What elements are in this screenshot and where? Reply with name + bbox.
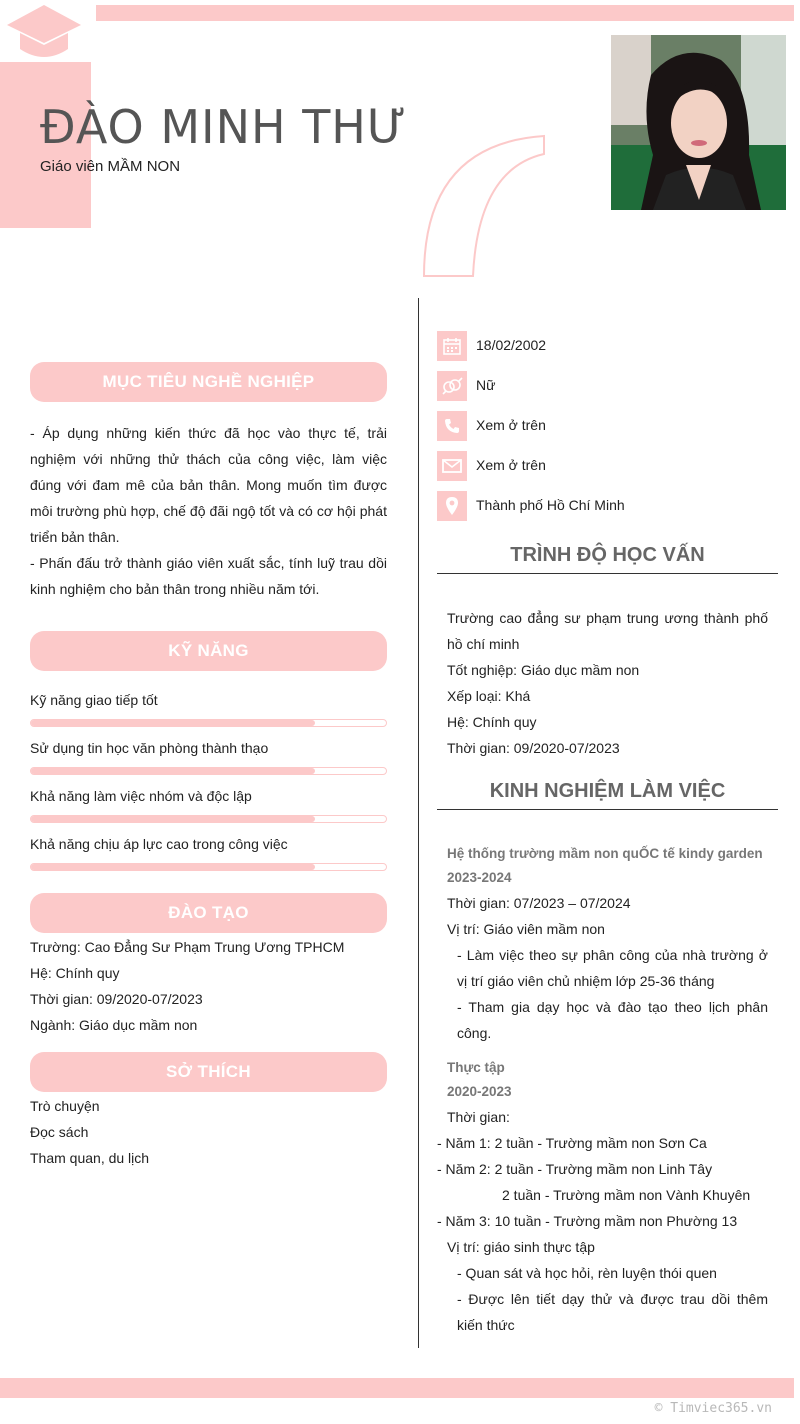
skill-label: Sử dụng tin học văn phòng thành thạo — [30, 740, 269, 756]
training-line: Hệ: Chính quy — [30, 965, 120, 981]
skill-item — [30, 835, 387, 853]
education-heading: TRÌNH ĐỘ HỌC VẤN — [437, 540, 778, 574]
job-title: Giáo viên MẦM NON — [40, 158, 181, 175]
job-time: Thời gian: — [447, 1109, 510, 1125]
watermark: © Timviec365.vn — [654, 1401, 772, 1416]
skills-heading: KỸ NĂNG — [30, 631, 387, 671]
education-details — [447, 605, 768, 761]
job-duty: - Quan sát và học hỏi, rèn luyện thói quen — [457, 1265, 717, 1281]
education-line: Thời gian: 09/2020-07/2023 — [447, 740, 620, 756]
bottom-accent-bar — [0, 1378, 794, 1398]
email-value: Xem ở trên — [476, 457, 546, 473]
envelope-icon — [437, 451, 467, 481]
education-line: Hệ: Chính quy — [447, 714, 537, 730]
skill-item — [30, 787, 387, 805]
education-line: Tốt nghiệp: Giáo dục mầm non — [447, 662, 640, 678]
hobbies-list — [30, 1093, 387, 1171]
gender-icon — [437, 371, 467, 401]
skill-fill — [31, 768, 315, 774]
internship-year-1: - Năm 1: 2 tuần - Trường mầm non Sơn Ca — [437, 1135, 707, 1151]
experience-heading: KINH NGHIỆM LÀM VIỆC — [437, 776, 778, 810]
skill-bar — [30, 815, 387, 823]
skill-bar — [30, 719, 387, 727]
internship-year-2-second: 2 tuần - Trường mầm non Vành Khuyên — [502, 1187, 751, 1203]
hobby-item: Đọc sách — [30, 1124, 89, 1140]
skill-fill — [31, 864, 315, 870]
job-company: Thực tập — [447, 1060, 505, 1075]
skill-label: Khả năng làm việc nhóm và độc lập — [30, 788, 252, 804]
contact-birthday — [437, 331, 777, 361]
contact-gender — [437, 371, 777, 401]
skill-item — [30, 739, 387, 757]
experience-job-1 — [447, 842, 768, 1046]
location-pin-icon — [437, 491, 467, 521]
hobby-item: Tham quan, du lịch — [30, 1150, 150, 1166]
job-company: Hệ thống trường mầm non quỐC tế kindy garden — [447, 846, 763, 861]
objective-paragraph: - Phấn đấu trở thành giáo viên xuất sắc, tính luỹ trau dồi kinh nghiệm cho bản thân trong nhiều năm tới. — [30, 555, 387, 597]
training-heading: ĐÀO TẠO — [30, 893, 387, 933]
job-duty: - Được lên tiết dạy thử và được trau dồi thêm kiến thức — [457, 1291, 768, 1333]
experience-job-2 — [437, 1056, 768, 1338]
skill-fill — [31, 816, 315, 822]
internship-year-2: - Năm 2: 2 tuần - Trường mầm non Linh Tây — [437, 1161, 713, 1177]
education-school: Trường cao đẳng sư phạm trung ương thành phố hồ chí minh — [447, 610, 768, 652]
hobbies-heading: SỞ THÍCH — [30, 1052, 387, 1092]
skill-label: Khả năng chịu áp lực cao trong công việc — [30, 836, 288, 852]
objective-heading: MỤC TIÊU NGHỀ NGHIỆP — [30, 362, 387, 402]
job-position: Vị trí: Giáo viên mầm non — [447, 921, 605, 937]
skill-bar — [30, 767, 387, 775]
contact-phone — [437, 411, 777, 441]
skill-item — [30, 691, 387, 709]
candidate-name: ĐÀO MINH THƯ — [40, 100, 408, 154]
top-accent-bar — [96, 5, 794, 21]
skill-fill — [31, 720, 315, 726]
skill-bar — [30, 863, 387, 871]
training-line: Trường: Cao Đẳng Sư Phạm Trung Ương TPHCM — [30, 939, 345, 955]
profile-photo — [611, 35, 786, 210]
gender-value: Nữ — [476, 377, 496, 393]
decorative-arc — [418, 134, 548, 278]
hobby-item: Trò chuyện — [30, 1098, 100, 1114]
job-duty: - Làm việc theo sự phân công của nhà trường ở vị trí giáo viên chủ nhiệm lớp 25-36 tháng — [457, 947, 768, 989]
education-line: Xếp loại: Khá — [447, 688, 531, 704]
contact-email — [437, 451, 777, 481]
job-period: 2023-2024 — [447, 870, 512, 885]
training-details — [30, 934, 387, 1038]
skill-label: Kỹ năng giao tiếp tốt — [30, 692, 158, 708]
internship-year-3: - Năm 3: 10 tuần - Trường mầm non Phường 13 — [437, 1213, 738, 1229]
job-time: Thời gian: 07/2023 – 07/2024 — [447, 895, 631, 911]
address-value: Thành phố Hồ Chí Minh — [476, 497, 625, 513]
job-position: Vị trí: giáo sinh thực tập — [447, 1239, 595, 1255]
calendar-icon — [437, 331, 467, 361]
objective-paragraph: - Áp dụng những kiến thức đã học vào thực tế, trải nghiệm với những thử thách của công việc, làm việc đúng với đam mê của bản thân. Mong muốn tìm được môi trường phù hợp, chế độ đãi ngộ tốt và có cơ hội phát triển bản thân. — [30, 425, 387, 545]
objective-text — [30, 420, 387, 602]
training-line: Ngành: Giáo dục mầm non — [30, 1017, 198, 1033]
job-period: 2020-2023 — [447, 1084, 512, 1099]
column-divider — [418, 298, 419, 1348]
job-duty: - Tham gia dạy học và đào tạo theo lịch phân công. — [457, 999, 768, 1041]
birthday-value: 18/02/2002 — [476, 337, 547, 353]
contact-address — [437, 491, 777, 521]
phone-value: Xem ở trên — [476, 417, 546, 433]
training-line: Thời gian: 09/2020-07/2023 — [30, 991, 203, 1007]
phone-icon — [437, 411, 467, 441]
graduation-cap-icon — [5, 3, 83, 61]
